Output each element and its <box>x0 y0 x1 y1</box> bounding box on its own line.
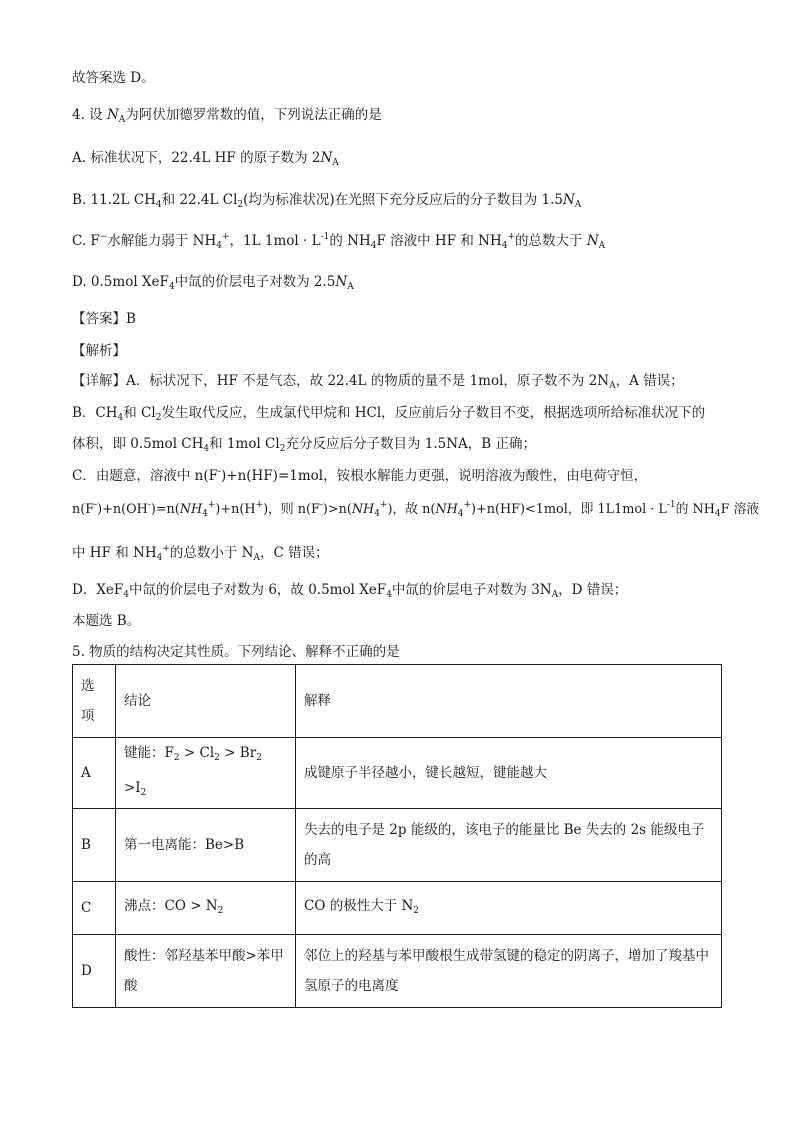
header-option: 选项 <box>73 665 116 738</box>
analysis-label: 【解析】 <box>72 343 126 359</box>
row-conclusion: 沸点：CO > $N_2$ <box>116 882 296 935</box>
q4-option-d: D. 0.5mol XeF$_4$中氙的价层电子对数为 $2.5N_A$ <box>72 274 354 292</box>
row-conclusion: 酸性：邻羟基苯甲酸>苯甲酸 <box>116 935 296 1008</box>
table-row <box>73 882 722 935</box>
previous-answer-line: 故答案选 D。 <box>72 70 155 86</box>
q4-option-a: A. 标准状况下，22.4L HF 的原子数为 $2N_A$ <box>72 150 339 168</box>
table-header-row <box>73 665 722 738</box>
table-row <box>73 935 722 1008</box>
q5-stem: 5. 物质的结构决定其性质。下列结论、解释不正确的是 <box>72 644 400 660</box>
row-explanation: 邻位上的羟基与苯甲酸根生成带氢键的稳定的阴离子，增加了羧基中氢原子的电离度 <box>296 935 722 1008</box>
header-conclusion: 结论 <box>116 665 296 738</box>
row-option: A <box>73 738 116 809</box>
q5-table <box>72 664 722 1008</box>
row-explanation: 失去的电子是 2p 能级的，该电子的能量比 Be 失去的 2s 能级电子的高 <box>296 809 722 882</box>
row-option: C <box>73 882 116 935</box>
row-explanation: 成键原子半径越小，键长越短，键能越大 <box>296 738 722 809</box>
answer-line: 【答案】B <box>72 311 136 327</box>
row-explanation: CO 的极性大于 $N_2$ <box>296 882 722 935</box>
q4-stem: 4. 设 $N_A$为阿伏加德罗常数的值，下列说法正确的是 <box>72 107 382 125</box>
detail-b-line2: 体积，即 0.5mol $CH_4$和 1mol $Cl_2$充分反应后分子数目为 1.5NA，B 正确； <box>72 436 536 454</box>
detail-b-line1: B．$CH_4$和 $Cl_2$发生取代反应，生成氯代甲烷和 HCl，反应前后分子数目不变，根据选项所给标准状况下的 <box>72 405 706 423</box>
table-row <box>73 738 722 809</box>
row-option: D <box>73 935 116 1008</box>
detail-c-line1: C．由题意，溶液中 n(F-)+n(HF)=1mol，铵根水解能力更强，说明溶液为酸性，由电荷守恒， <box>72 467 648 484</box>
table-row <box>73 809 722 882</box>
detail-conclusion: 本题选 B。 <box>72 613 141 629</box>
row-conclusion: 键能：$F_2 > Cl_2 > Br_2 >I_2$ <box>116 738 296 809</box>
q4-option-b: B. 11.2L $CH_4$和 22.4L $Cl_2$(均为标准状况)在光照下充分反应后的分子数目为 $1.5N_A$ <box>72 192 582 210</box>
detail-a: 【详解】A．标状况下，HF 不是气态，故 22.4L 的物质的量不是 1mol，原子数不为 $2N_A$，A 错误； <box>72 373 684 391</box>
header-explanation: 解释 <box>296 665 722 738</box>
row-conclusion: 第一电离能：Be>B <box>116 809 296 882</box>
detail-d: D．XeF$_4$中氙的价层电子对数为 6，故 0.5mol XeF$_4$中氙的价层电子对数为 $3N_A$，D 错误； <box>72 582 628 600</box>
detail-c-line2: $n(F^-)+n(OH^-)=n(NH_4^+)+n(H^+)$，则 $n(F^-)>n(NH_4^+)$，故 $n(NH_4^+)+n(HF)<1mol$，即 $1L1mol \cdot L^{-1}$的 $NH_4F$ 溶液 <box>72 500 760 519</box>
row-option: B <box>73 809 116 882</box>
detail-c-line3: 中 HF 和 $NH_4^+$的总数小于 $N_A$，C 错误； <box>72 544 329 563</box>
q4-option-c: C. F−水解能力弱于 $NH_4^+$，1L $1mol \cdot L^{-1}$的 $NH_4F$ 溶液中 HF 和 $NH_4^+$的总数大于 $N_A$ <box>72 232 606 251</box>
